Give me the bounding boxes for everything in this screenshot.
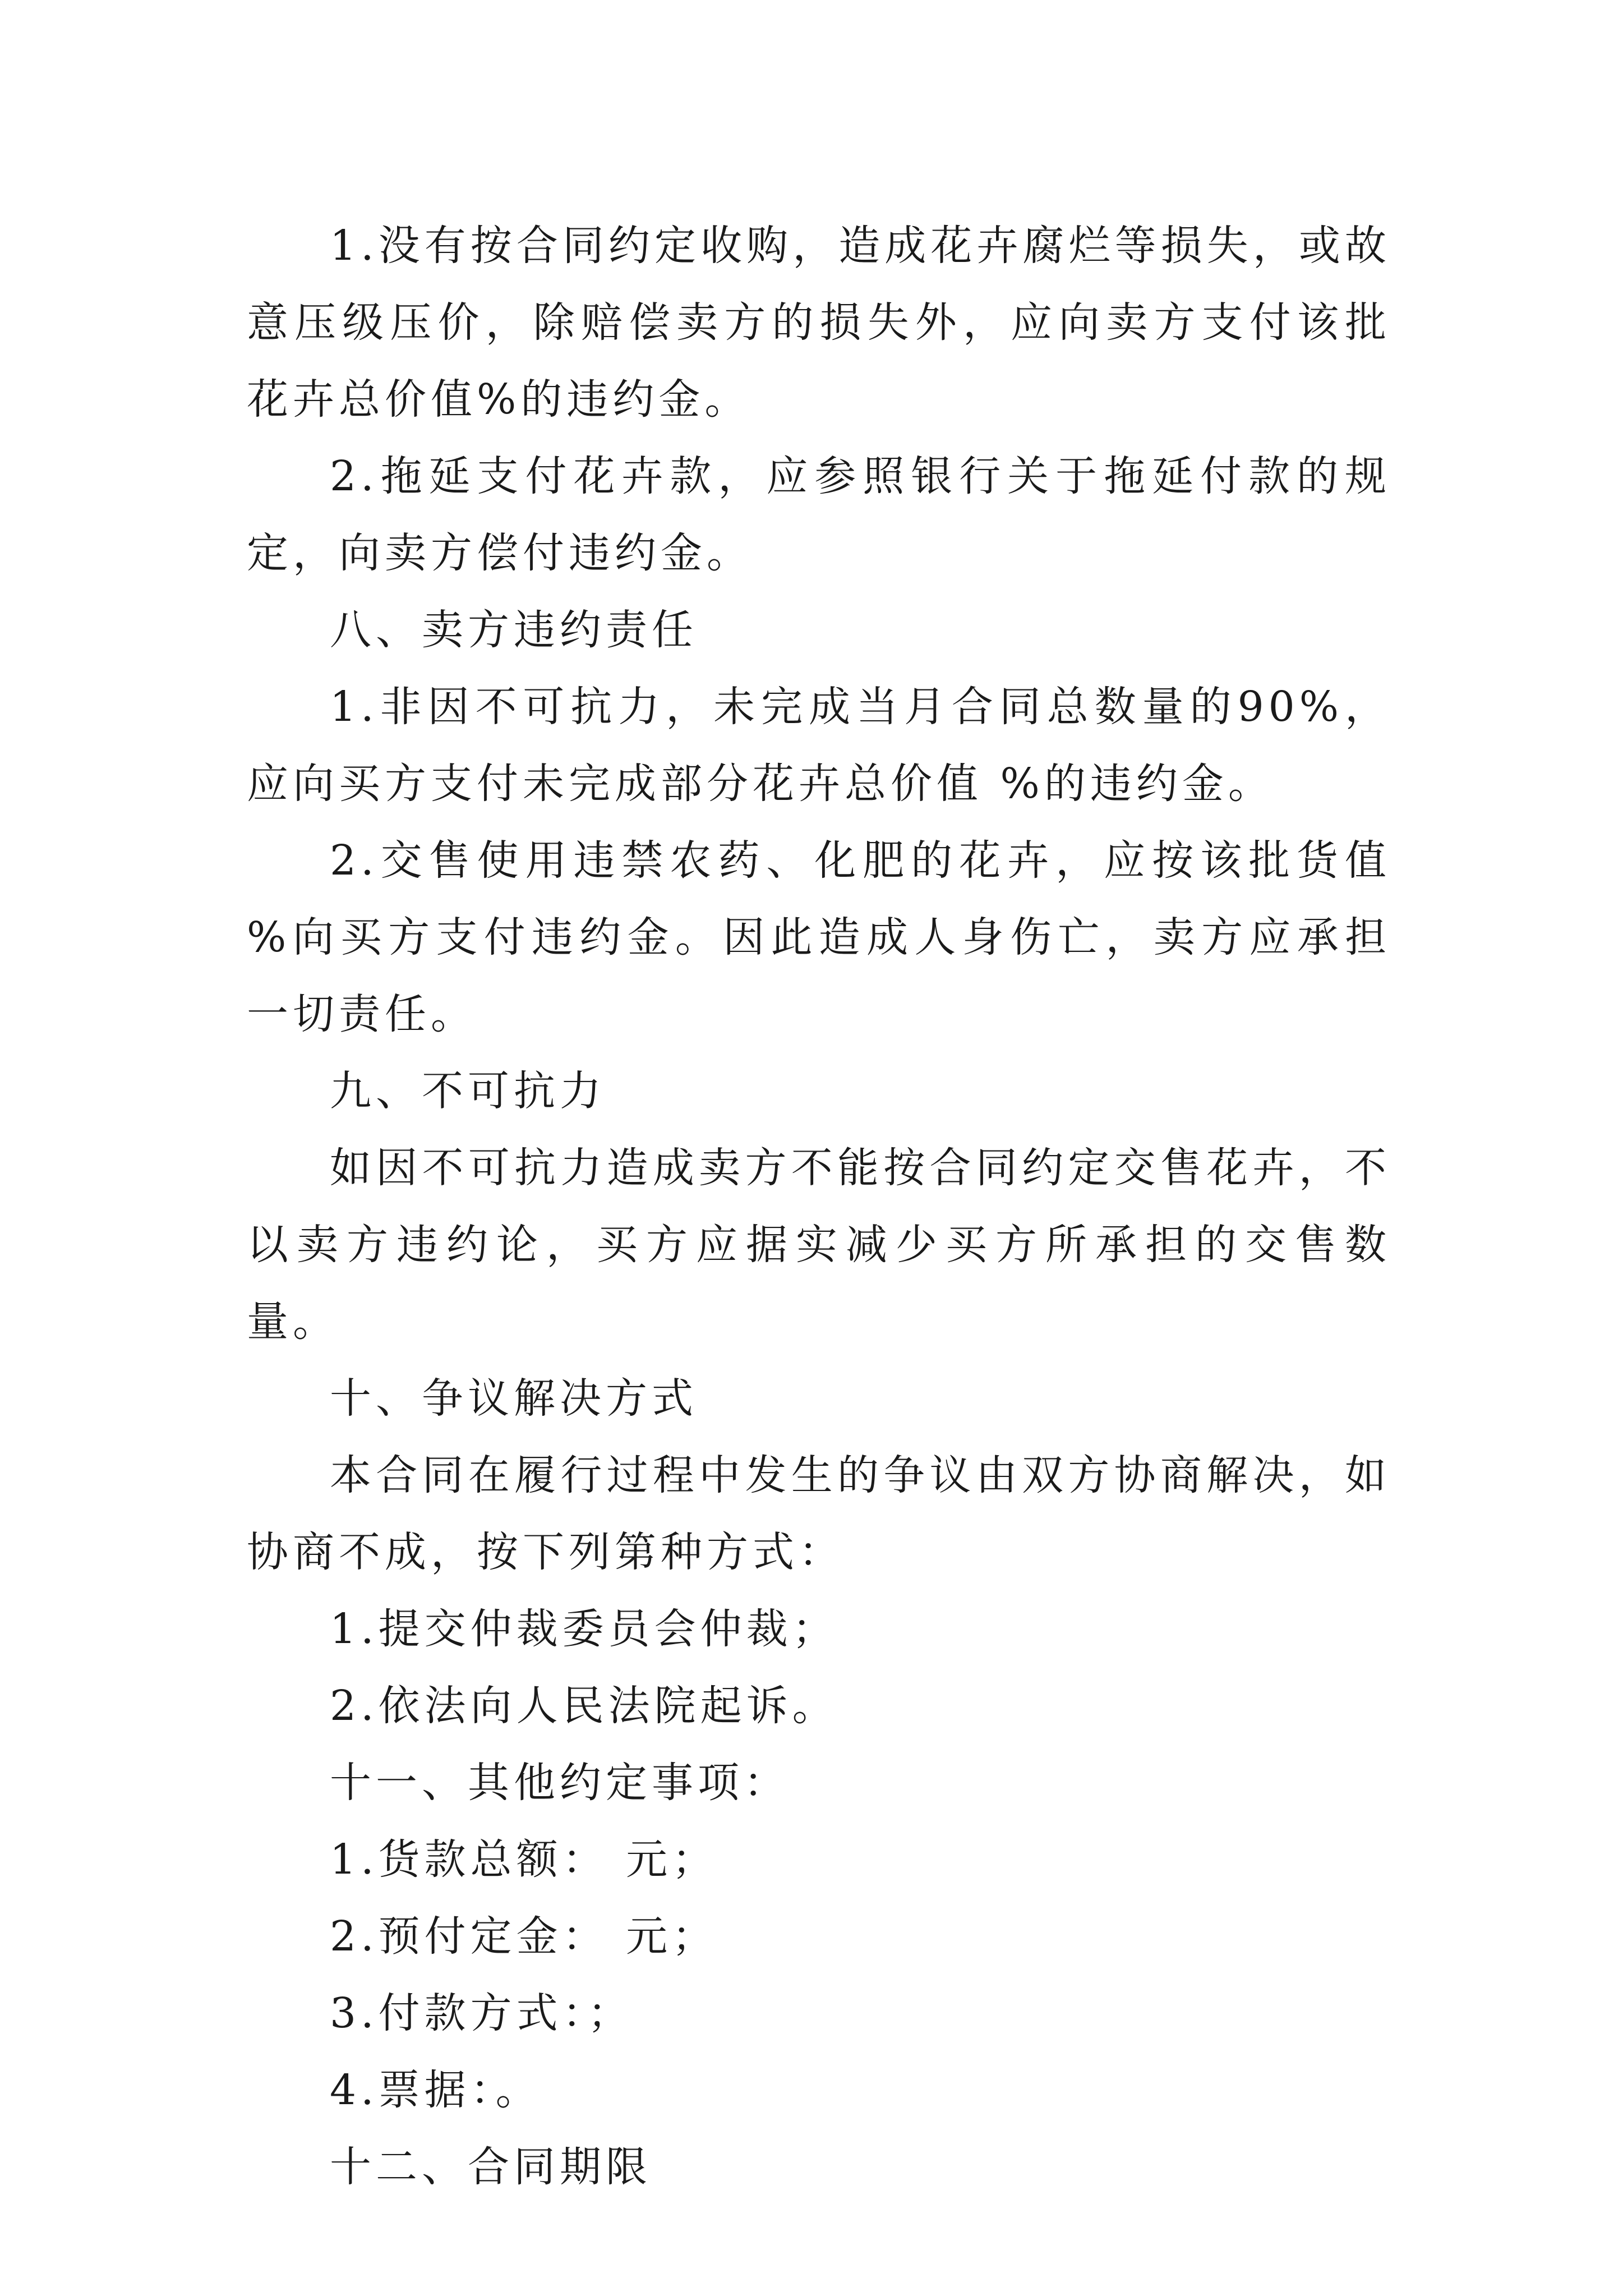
paragraph-invoice: 4.票据：。 [330,2066,542,2114]
section-heading-8: 八、卖方违约责任 [330,606,698,654]
paragraph-seller-clause-2: 2.交售使用违禁农药、化肥的花卉，应按该批货值 %向买方支付违约金。因此造成人身伤亡，卖方应承担一切责任。 [247,836,1391,1038]
section-heading-12: 十二、合同期限 [330,2143,652,2191]
paragraph-payment-method: 3.付款方式：； [330,1989,634,2037]
paragraph-dispute-option-1: 1.提交仲裁委员会仲裁； [330,1605,838,1653]
paragraph-dispute: 本合同在履行过程中发生的争议由双方协商解决，如协商不成，按下列第种方式： [247,1451,1391,1576]
section-heading-9: 九、不可抗力 [330,1067,606,1115]
paragraph-deposit: 2.预付定金： 元； [330,1912,718,1961]
paragraph-buyer-clause-1: 1.没有按合同约定收购，造成花卉腐烂等损失，或故意压级压价，除赔偿卖方的损失外，应向卖方支付该批花卉总价值%的违约金。 [247,222,1391,424]
paragraph-buyer-clause-2: 2.拖延支付花卉款，应参照银行关于拖延付款的规定，向卖方偿付违约金。 [247,452,1391,577]
paragraph-force-majeure: 如因不可抗力造成卖方不能按合同约定交售花卉，不以卖方违约论，买方应据实减少买方所承担的交售数量。 [247,1144,1391,1346]
section-heading-11: 十一、其他约定事项： [330,1759,790,1807]
paragraph-dispute-option-2: 2.依法向人民法院起诉。 [330,1682,838,1730]
document-body [247,208,1391,2206]
paragraph-total-payment: 1.货款总额： 元； [330,1835,718,1884]
paragraph-seller-clause-1: 1.非因不可抗力，未完成当月合同总数量的90%，应向买方支付未完成部分花卉总价值 %的违约金。 [247,683,1391,808]
section-heading-10: 十、争议解决方式 [330,1374,698,1423]
